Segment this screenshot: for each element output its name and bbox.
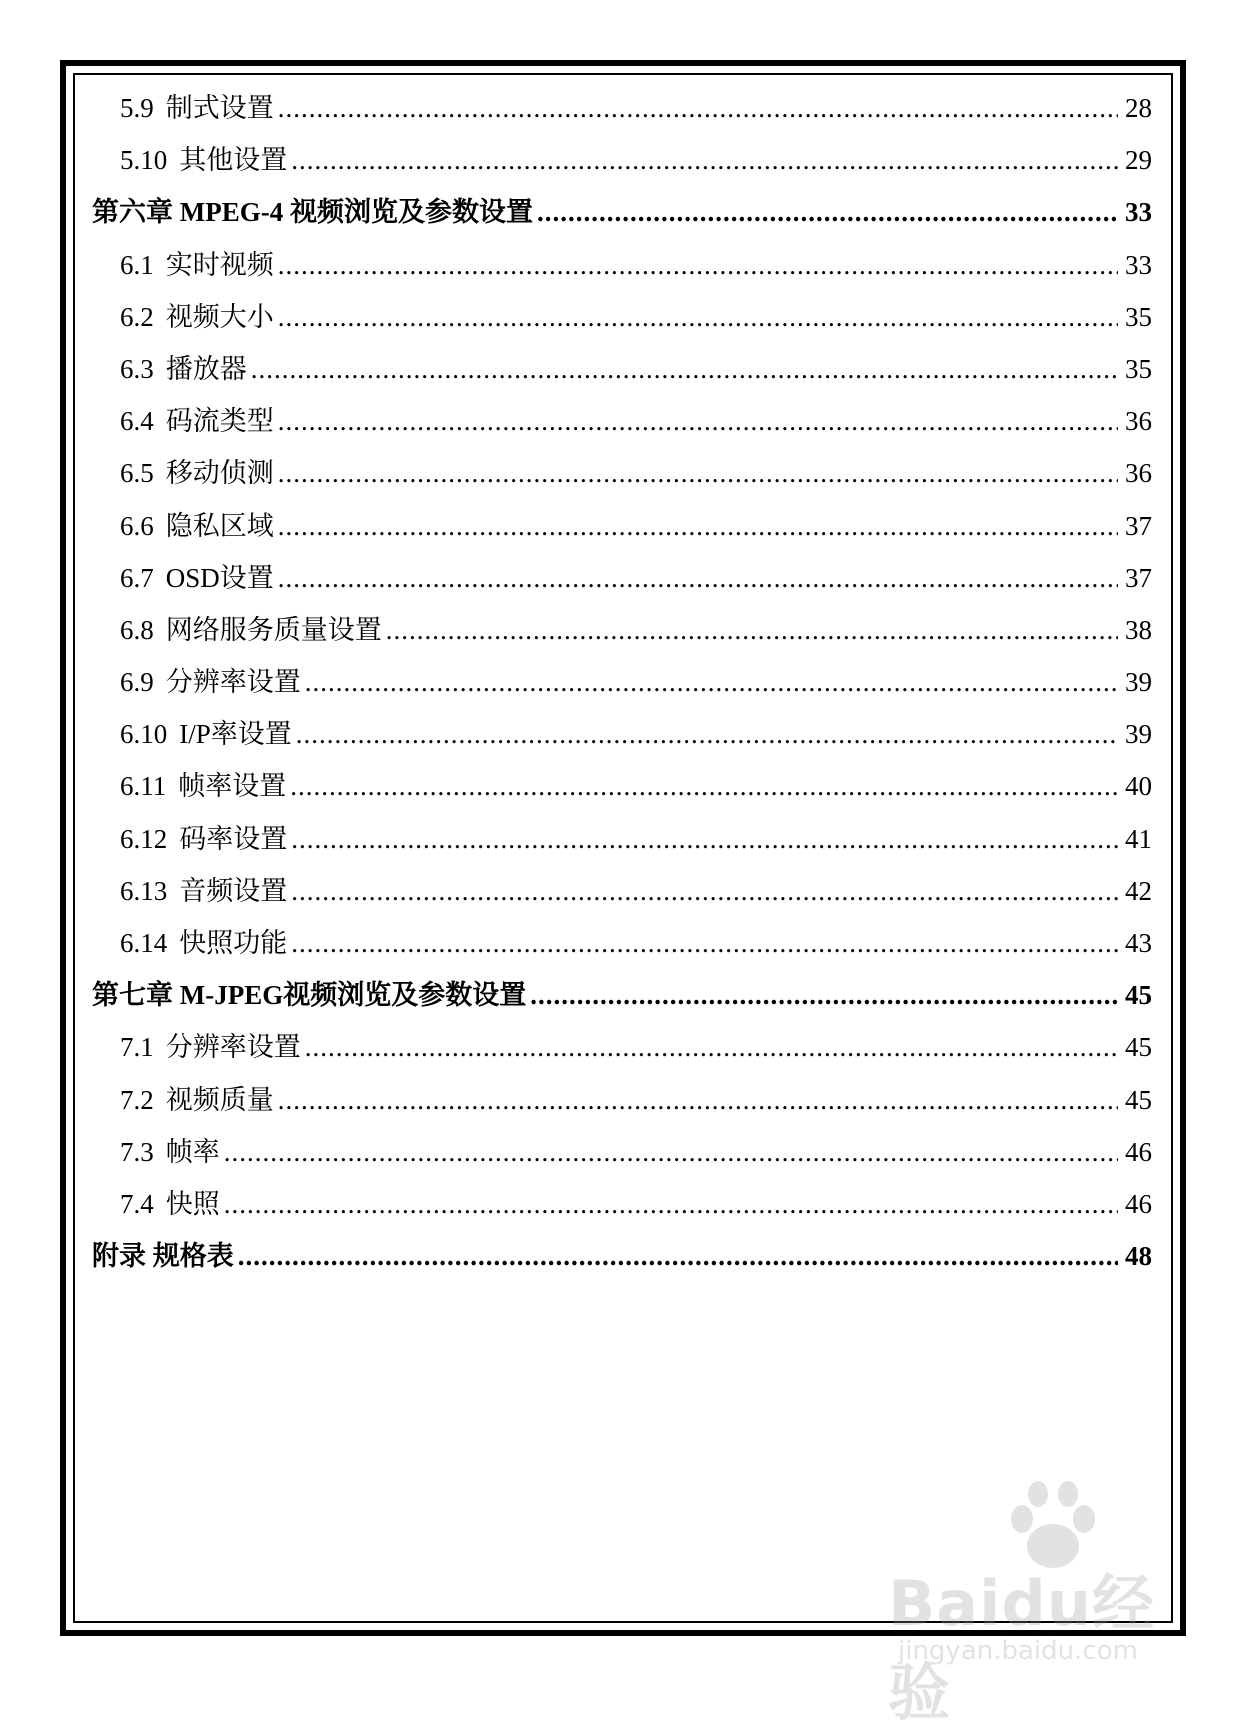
toc-section-row <box>92 708 1152 760</box>
toc-dot-leader <box>278 552 1118 604</box>
toc-section-number: 6.8 <box>120 614 154 645</box>
toc-page-number: 36 <box>1125 458 1152 489</box>
toc-dot-leader <box>278 291 1118 343</box>
toc-dot-leader <box>290 760 1118 812</box>
toc-entry-title: 视频大小 <box>165 301 274 332</box>
toc-page-number: 39 <box>1125 719 1152 750</box>
toc-dot-leader <box>305 656 1118 708</box>
toc-entry-title: 播放器 <box>165 353 247 384</box>
toc-section-number: 7.1 <box>120 1032 154 1063</box>
toc-section-row <box>92 1126 1152 1178</box>
toc-dot-leader <box>278 447 1118 499</box>
toc-chapter-row <box>92 1230 1152 1282</box>
toc-entry-title: OSD设置 <box>165 562 274 593</box>
toc-dot-leader <box>278 500 1118 552</box>
toc-dot-leader <box>278 239 1118 291</box>
toc-dot-leader <box>238 1230 1118 1282</box>
toc-entry-title: 快照 <box>165 1188 220 1219</box>
toc-dot-leader <box>278 1074 1118 1126</box>
toc-page-number: 39 <box>1125 667 1152 698</box>
toc-section-row <box>92 917 1152 969</box>
toc-entry-title: I/P率设置 <box>179 719 292 750</box>
toc-page-number: 45 <box>1125 1032 1152 1063</box>
toc-entry-title: 其他设置 <box>179 145 288 176</box>
toc-page-number: 28 <box>1125 93 1152 123</box>
toc-section-number: 6.13 <box>120 875 168 906</box>
toc-section-row <box>92 656 1152 708</box>
toc-entry-title: 隐私区域 <box>165 510 274 541</box>
toc-entry-title: 音频设置 <box>179 875 288 906</box>
toc-entry-title: 帧率 <box>165 1136 220 1167</box>
toc-entry-title: 制式设置 <box>165 93 274 123</box>
toc-section-row <box>92 343 1152 395</box>
toc-page-number: 42 <box>1125 875 1152 906</box>
toc-section-row <box>92 1021 1152 1073</box>
toc-section-number: 6.9 <box>120 667 154 698</box>
toc-section-number: 6.2 <box>120 301 154 332</box>
toc-section-number: 7.4 <box>120 1188 154 1219</box>
baidu-jingyan-watermark <box>888 1474 1188 1729</box>
toc-entry-title: 实时视频 <box>165 249 274 280</box>
toc-page-number: 33 <box>1125 197 1152 228</box>
toc-section-row <box>92 604 1152 656</box>
toc-page-number: 48 <box>1125 1241 1152 1272</box>
toc-section-number: 7.3 <box>120 1136 154 1167</box>
toc-entry-title: 分辨率设置 <box>165 1032 301 1063</box>
toc-section-row <box>92 134 1152 186</box>
toc-entry-title: 视频质量 <box>165 1084 274 1115</box>
toc-section-row <box>92 239 1152 291</box>
toc-page-number: 45 <box>1125 1084 1152 1115</box>
toc-page-number: 41 <box>1125 823 1152 854</box>
toc-section-number: 6.7 <box>120 562 154 593</box>
toc-entry-title: 第六章 MPEG-4 视频浏览及参数设置 <box>92 197 533 228</box>
toc-section-row <box>92 291 1152 343</box>
watermark-logo-text: Baidu经验 <box>888 1567 1155 1729</box>
toc-section-row <box>92 813 1152 865</box>
toc-section-number: 5.10 <box>120 145 168 176</box>
toc-section-number: 5.9 <box>120 93 154 123</box>
toc-page-number: 29 <box>1125 145 1152 176</box>
toc-section-row <box>92 760 1152 812</box>
toc-dot-leader <box>537 186 1118 238</box>
toc-dot-leader <box>296 708 1118 760</box>
toc-section-row <box>92 1178 1152 1230</box>
toc-dot-leader <box>291 813 1118 865</box>
toc-section-row <box>92 552 1152 604</box>
toc-section-number: 6.11 <box>120 771 167 802</box>
toc-dot-leader <box>224 1178 1118 1230</box>
toc-section-number: 6.4 <box>120 406 154 437</box>
toc-entry-title: 快照功能 <box>179 928 288 958</box>
toc-chapter-row <box>92 969 1152 1021</box>
toc-dot-leader <box>278 82 1118 134</box>
toc-page-number: 35 <box>1125 353 1152 384</box>
toc-section-number: 6.6 <box>120 510 154 541</box>
toc-entry-title: 网络服务质量设置 <box>165 614 382 645</box>
toc-section-number: 7.2 <box>120 1084 154 1115</box>
toc-section-number: 6.5 <box>120 458 154 489</box>
toc-section-row <box>92 447 1152 499</box>
toc-page-number: 38 <box>1125 614 1152 645</box>
toc-section-row <box>92 500 1152 552</box>
toc-dot-leader <box>278 395 1118 447</box>
toc-page-number: 46 <box>1125 1136 1152 1167</box>
toc-section-number: 6.10 <box>120 719 168 750</box>
toc-page-number: 46 <box>1125 1188 1152 1219</box>
toc-section-row <box>92 1074 1152 1126</box>
toc-section-row <box>92 395 1152 447</box>
toc-dot-leader <box>291 134 1118 186</box>
toc-page-number: 36 <box>1125 406 1152 437</box>
toc-section-number: 6.1 <box>120 249 154 280</box>
toc-dot-leader <box>305 1021 1118 1073</box>
toc-section-number: 6.12 <box>120 823 168 854</box>
toc-entry-title: 码流类型 <box>165 406 274 437</box>
toc-section-row <box>92 865 1152 917</box>
toc-page-number: 37 <box>1125 510 1152 541</box>
toc-dot-leader <box>530 969 1118 1021</box>
toc-page-number: 37 <box>1125 562 1152 593</box>
toc-page-number: 45 <box>1125 980 1152 1011</box>
toc-section-number: 6.3 <box>120 353 154 384</box>
toc-dot-leader <box>224 1126 1118 1178</box>
toc-page-number: 40 <box>1125 771 1152 802</box>
toc-entry-title: 第七章 M-JPEG视频浏览及参数设置 <box>92 980 527 1011</box>
table-of-contents <box>92 82 1152 1282</box>
watermark-url: jingyan.baidu.com <box>898 1636 1138 1666</box>
toc-dot-leader <box>291 865 1118 917</box>
toc-page-number: 35 <box>1125 301 1152 332</box>
toc-dot-leader <box>386 604 1118 656</box>
toc-chapter-row <box>92 186 1152 238</box>
toc-entry-title: 码率设置 <box>179 823 288 854</box>
toc-section-row <box>92 82 1152 134</box>
toc-page-number: 43 <box>1125 928 1152 958</box>
toc-page-number: 33 <box>1125 249 1152 280</box>
toc-section-number: 6.14 <box>120 928 168 958</box>
toc-entry-title: 帧率设置 <box>178 771 287 802</box>
toc-entry-title: 分辨率设置 <box>165 667 301 698</box>
toc-entry-title: 附录 规格表 <box>92 1241 234 1272</box>
toc-dot-leader <box>291 917 1118 969</box>
toc-dot-leader <box>251 343 1118 395</box>
toc-entry-title: 移动侦测 <box>165 458 274 489</box>
